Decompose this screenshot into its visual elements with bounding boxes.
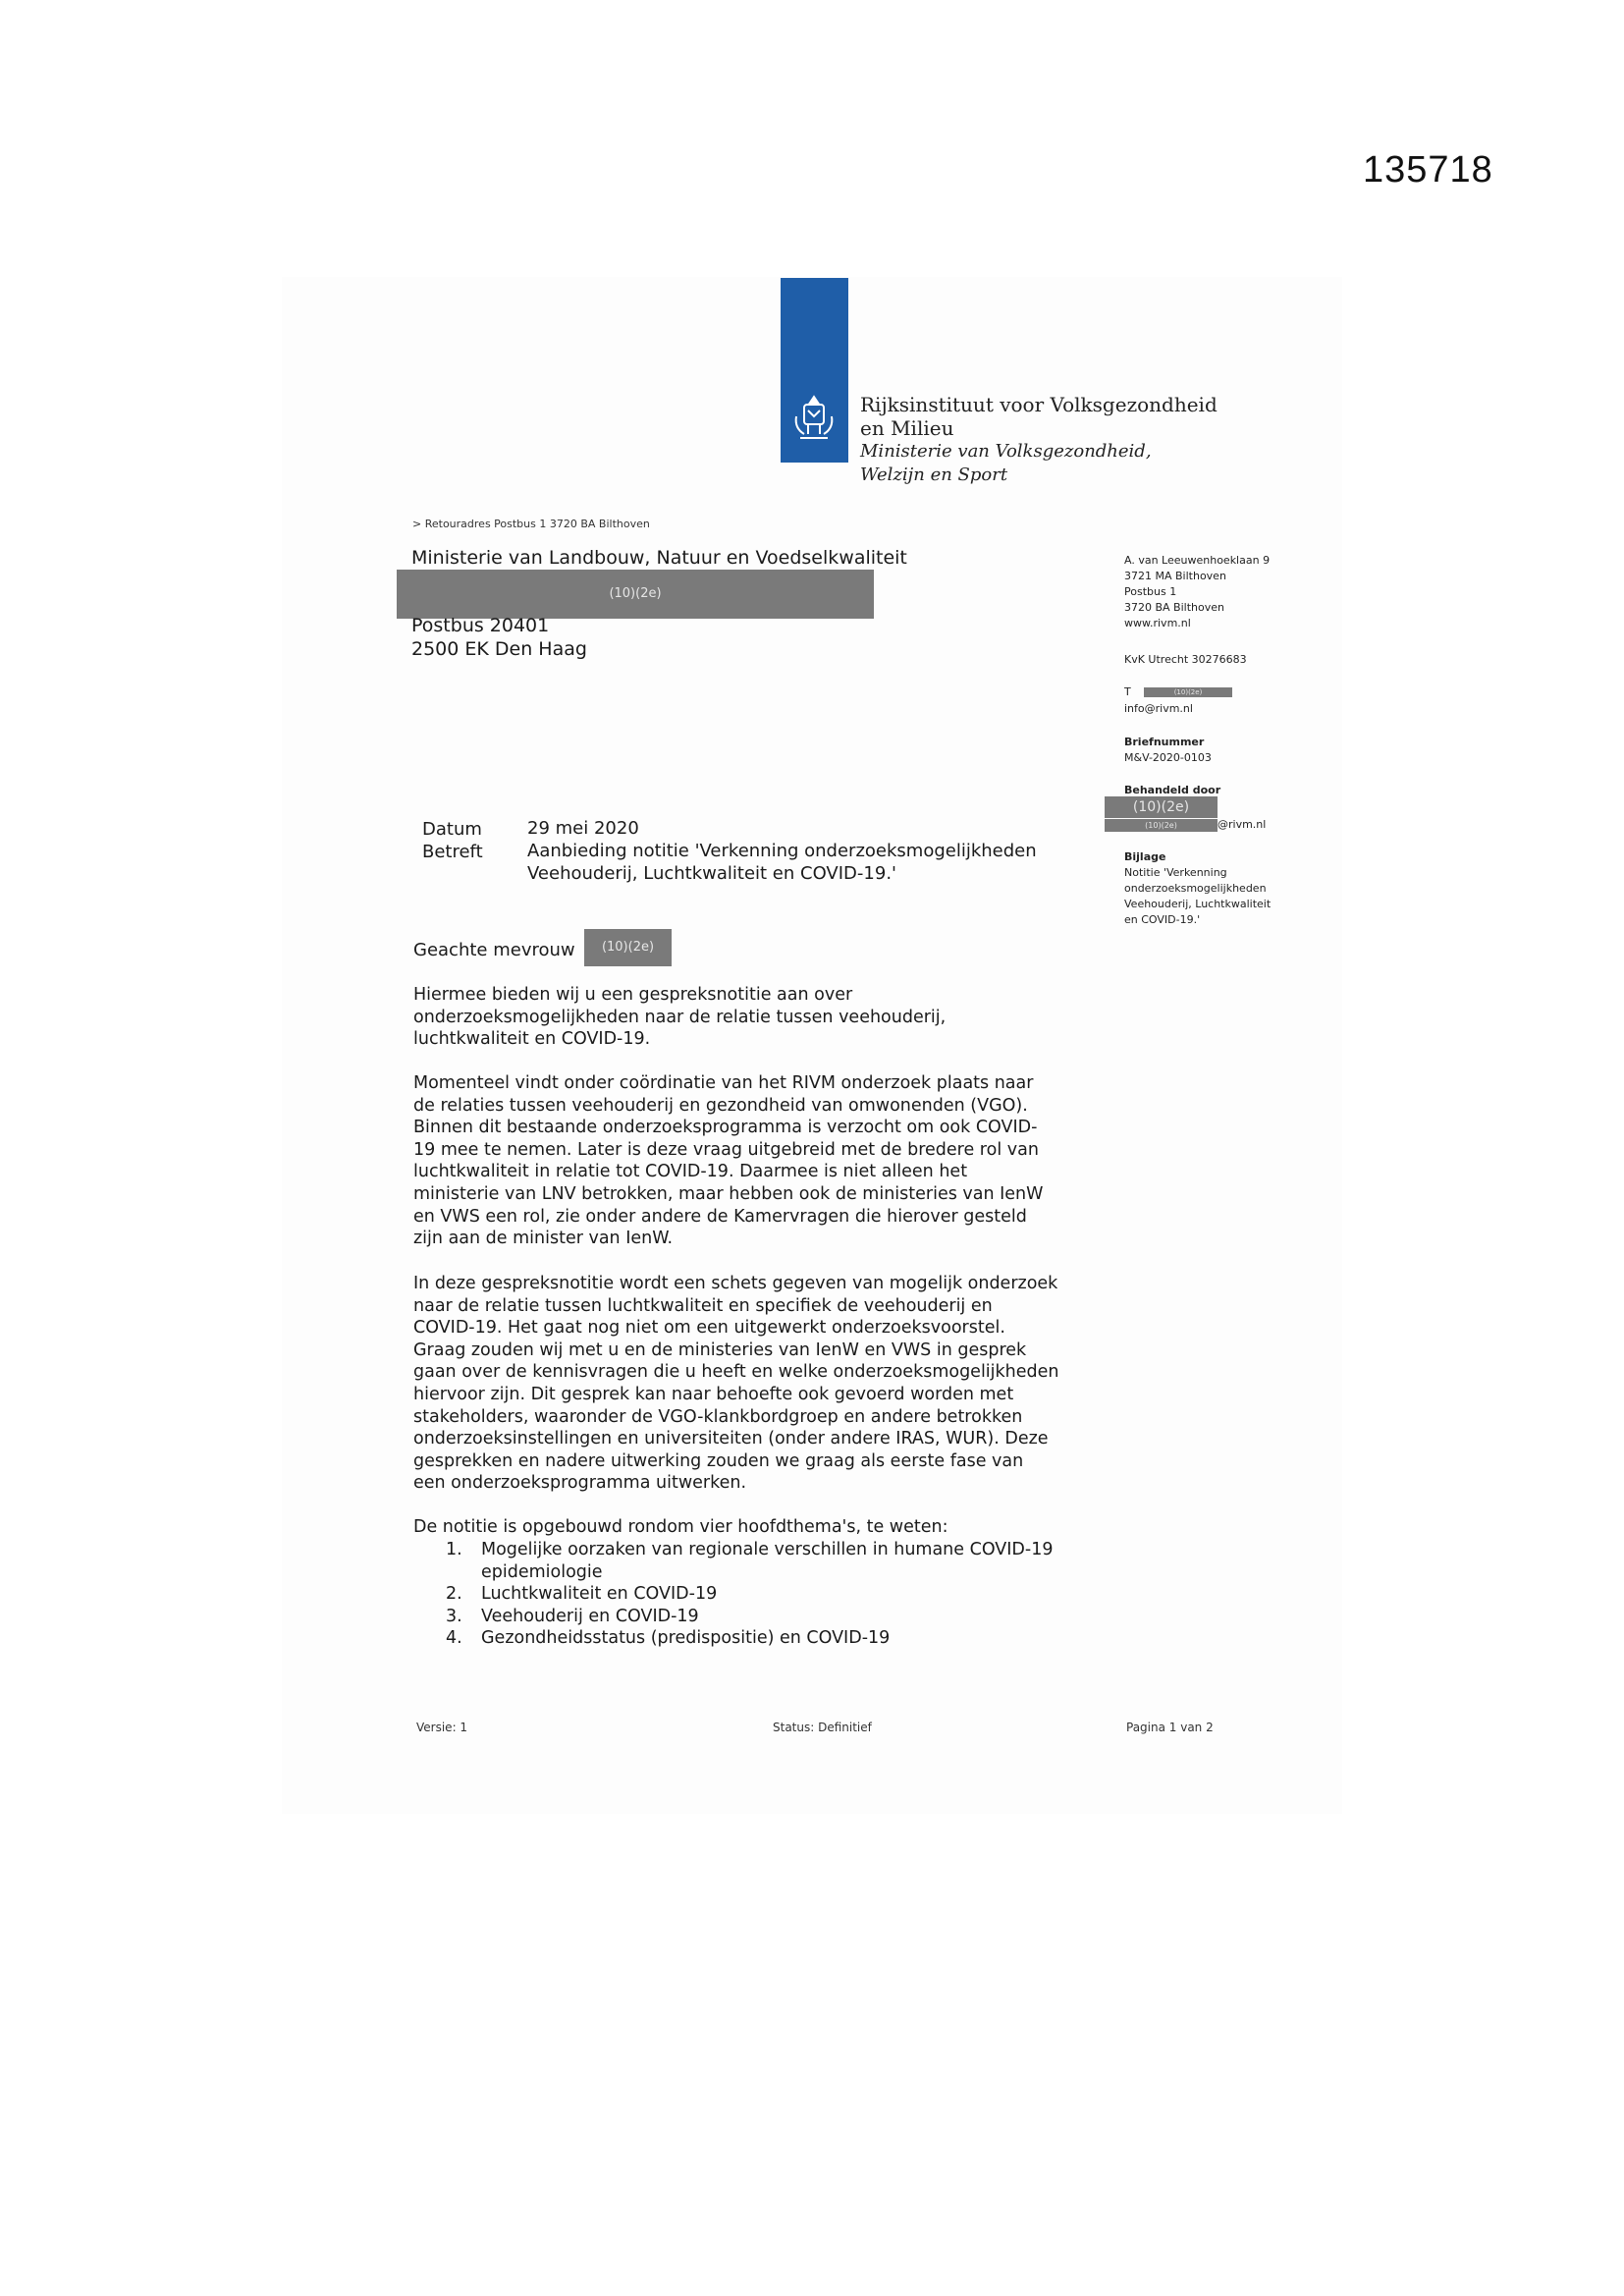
sidebar-briefnummer xyxy=(1124,735,1212,766)
org-line-2: en Milieu xyxy=(860,416,954,440)
paragraph-line: De notitie is opgebouwd rondom vier hoofdthema's, te weten: xyxy=(413,1517,948,1537)
paragraph-line: en VWS een rol, zie onder andere de Kamervragen die hierover gesteld xyxy=(413,1206,1027,1227)
paragraph-line: zijn aan de minister van IenW. xyxy=(413,1229,674,1249)
paragraph-line: ministerie van LNV betrokken, maar hebben ook de ministeries van IenW xyxy=(413,1183,1044,1204)
paragraph-line: onderzoeksmogelijkheden naar de relatie tussen veehouderij, xyxy=(413,1007,947,1027)
list-number: 2. xyxy=(446,1584,462,1605)
datum-label: Datum xyxy=(422,819,482,840)
sidebar-address-line: A. van Leeuwenhoeklaan 9 xyxy=(1124,554,1271,567)
list-item xyxy=(446,1627,1053,1650)
briefnummer-label: Briefnummer xyxy=(1124,736,1205,748)
paragraph-line: gaan over de kennisvragen die u heeft en welke onderzoeksmogelijkheden xyxy=(413,1362,1059,1383)
phone-redaction: (10)(2e) xyxy=(1144,687,1232,697)
footer-status: Status: Definitief xyxy=(773,1721,872,1734)
paragraph-line: naar de relatie tussen luchtkwaliteit en specifiek de veehouderij en xyxy=(413,1295,993,1316)
list-item xyxy=(446,1539,1053,1561)
list-number: 1. xyxy=(446,1540,462,1559)
betreft-value xyxy=(527,840,1037,885)
briefnummer-value: M&V-2020-0103 xyxy=(1124,751,1212,764)
sidebar-email: info@rivm.nl xyxy=(1124,702,1193,715)
recipient-redaction: (10)(2e) xyxy=(397,570,874,619)
list-text: Mogelijke oorzaken van regionale verschillen in humane COVID-19 xyxy=(481,1540,1054,1559)
list-text: Luchtkwaliteit en COVID-19 xyxy=(481,1584,718,1605)
betreft-label: Betreft xyxy=(422,842,483,862)
bijlage-label: Bijlage xyxy=(1124,850,1166,863)
paragraph-line: Binnen dit bestaande onderzoeksprogramma is verzocht om ook COVID- xyxy=(413,1118,1038,1138)
behandeld-label: Behandeld door xyxy=(1124,784,1221,796)
salutation-redaction: (10)(2e) xyxy=(584,929,672,966)
ministry-line-2: Welzijn en Sport xyxy=(860,465,1008,485)
sidebar-kvk: KvK Utrecht 30276683 xyxy=(1124,653,1247,666)
recipient-line-3: Postbus 20401 xyxy=(411,615,550,636)
behandeld-email-suffix: @rivm.nl xyxy=(1218,818,1267,831)
paragraph-line: hiervoor zijn. Dit gesprek kan naar behoefte ook gevoerd worden met xyxy=(413,1384,1014,1404)
paragraph-sketch xyxy=(413,1273,1120,1495)
sidebar-address-line: 3720 BA Bilthoven xyxy=(1124,601,1224,614)
paragraph-line: COVID-19. Het gaat nog niet om een uitgewerkt onderzoeksvoorstel. xyxy=(413,1318,1005,1339)
paragraph-intro xyxy=(413,984,1120,1051)
bijlage-line: onderzoeksmogelijkheden xyxy=(1124,882,1267,895)
sidebar-address-line: Postbus 1 xyxy=(1124,585,1177,598)
paragraph-line: gesprekken en nadere uitwerking zouden we graag als eerste fase van xyxy=(413,1450,1024,1471)
crest-icon xyxy=(786,391,841,446)
paragraph-line: Graag zouden wij met u en de ministeries van IenW en VWS in gesprek xyxy=(413,1339,1027,1360)
behandeld-email-redaction: (10)(2e) xyxy=(1105,819,1218,832)
themes-list xyxy=(446,1539,1053,1650)
footer-version: Versie: 1 xyxy=(416,1721,468,1734)
document-number: 135718 xyxy=(1363,149,1493,191)
salutation: Geachte mevrouw xyxy=(413,940,575,960)
paragraph-line: de relaties tussen veehouderij en gezondheid van omwonenden (VGO). xyxy=(413,1095,1028,1116)
bijlage-line: en COVID-19.' xyxy=(1124,913,1201,926)
footer-page: Pagina 1 van 2 xyxy=(1126,1721,1214,1734)
paragraph-line: luchtkwaliteit en COVID-19. xyxy=(413,1029,651,1050)
recipient-line-1: Ministerie van Landbouw, Natuur en Voedselkwaliteit xyxy=(411,547,907,569)
paragraph-line: Momenteel vindt onder coördinatie van het RIVM onderzoek plaats naar xyxy=(413,1073,1034,1093)
paragraph-line: 19 mee te nemen. Later is deze vraag uitgebreid met de bredere rol van xyxy=(413,1139,1039,1160)
paragraph-line: luchtkwaliteit in relatie tot COVID-19. Daarmee is niet alleen het xyxy=(413,1162,968,1182)
list-text: Gezondheidsstatus (predispositie) en COVID-19 xyxy=(481,1628,891,1649)
return-address: > Retouradres Postbus 1 3720 BA Bilthoven xyxy=(412,518,650,530)
paragraph-context xyxy=(413,1072,1120,1250)
betreft-line-1: Aanbieding notitie 'Verkenning onderzoeksmogelijkheden xyxy=(527,841,1037,861)
bijlage-line: Notitie 'Verkenning xyxy=(1124,866,1227,879)
sidebar-phone xyxy=(1124,684,1131,700)
phone-prefix: T xyxy=(1124,685,1131,698)
sidebar-address-line: 3721 MA Bilthoven xyxy=(1124,570,1226,582)
paragraph-line: In deze gespreksnotitie wordt een schets gegeven van mogelijk onderzoek xyxy=(413,1274,1058,1293)
sidebar-bijlage xyxy=(1124,849,1271,928)
paragraph-line: onderzoeksinstellingen en universiteiten (onder andere IRAS, WUR). Deze xyxy=(413,1429,1049,1449)
list-number: 4. xyxy=(446,1628,462,1649)
recipient-line-4: 2500 EK Den Haag xyxy=(411,638,587,660)
paragraph-line: stakeholders, waaronder de VGO-klankbordgroep en andere betrokken xyxy=(413,1406,1023,1427)
paragraph-themes-intro xyxy=(413,1516,1120,1539)
list-item xyxy=(446,1583,1053,1606)
bijlage-line: Veehouderij, Luchtkwaliteit xyxy=(1124,898,1272,910)
ministry-line-1: Ministerie van Volksgezondheid, xyxy=(860,441,1152,462)
list-item-continuation: epidemiologie xyxy=(481,1561,603,1582)
paragraph-line: Hiermee bieden wij u een gespreksnotitie aan over xyxy=(413,985,853,1005)
list-item xyxy=(446,1606,1053,1628)
letterhead-org xyxy=(860,393,1218,487)
betreft-line-2: Veehouderij, Luchtkwaliteit en COVID-19.' xyxy=(527,863,896,884)
sidebar-address xyxy=(1124,553,1270,631)
behandeld-redaction: (10)(2e) xyxy=(1105,796,1218,818)
sidebar-website: www.rivm.nl xyxy=(1124,617,1191,629)
list-number: 3. xyxy=(446,1606,462,1626)
list-text: Veehouderij en COVID-19 xyxy=(481,1606,699,1626)
paragraph-line: een onderzoeksprogramma uitwerken. xyxy=(413,1473,747,1494)
datum-value: 29 mei 2020 xyxy=(527,818,639,839)
org-line-1: Rijksinstituut voor Volksgezondheid xyxy=(860,393,1218,416)
